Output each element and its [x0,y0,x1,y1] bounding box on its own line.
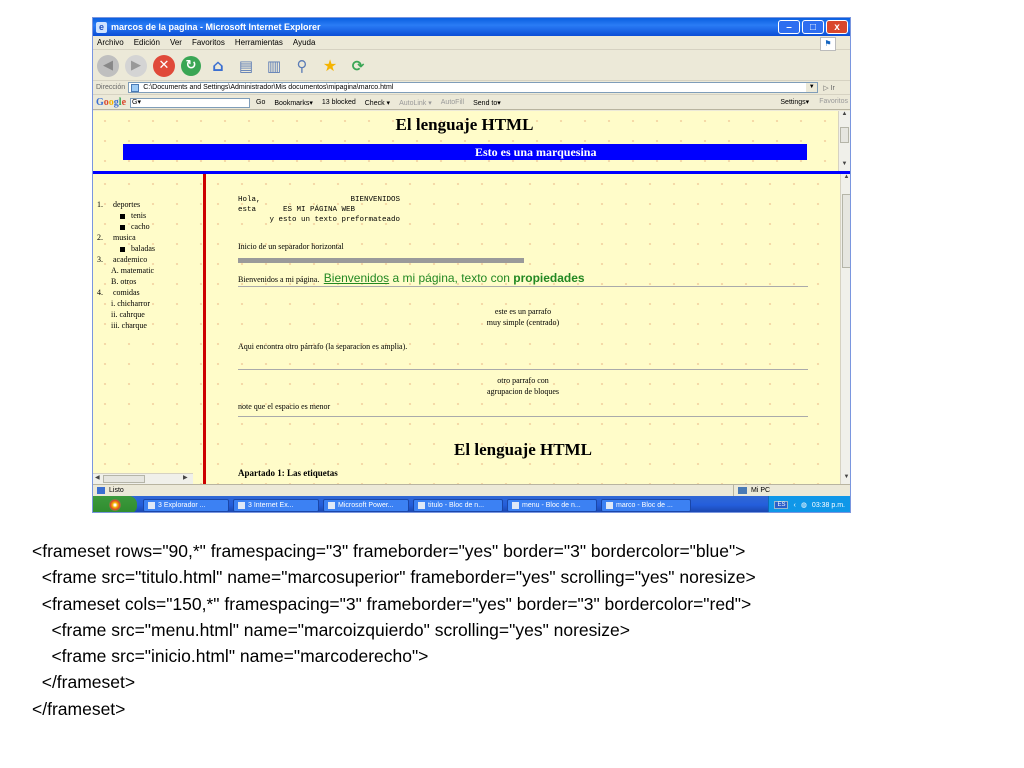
list-item: iii. charque [111,321,147,330]
address-bar [93,81,850,95]
scroll-thumb[interactable] [842,194,850,268]
welcome-bold: propiedades [513,271,585,285]
google-toolbar [93,96,850,110]
folder-icon [148,502,155,509]
top-heading: El lenguaje HTML [395,115,534,134]
go-label: Ir [830,84,835,92]
taskbar-item[interactable]: 3 Explorador ... [143,499,229,512]
code-line: </frameset> [32,698,126,719]
search-icon[interactable]: ⚲ [296,56,308,75]
list-item: 1. deportes [97,200,141,209]
menu-favoritos[interactable]: Favoritos [191,38,225,47]
system-tray [768,496,850,513]
main-frame [206,174,850,484]
code-line: <frame src="titulo.html" name="marcosuperior" frameborder="yes" scrolling="yes" noresize> [32,567,756,588]
centered-line: este es un parrafo [494,307,552,316]
menu-bar [93,36,850,50]
settings-button[interactable]: Settings▾ [780,99,810,106]
section-title: Apartado 1: Las etiquetas [238,468,338,478]
windows-orb-icon [109,499,121,511]
start-button[interactable] [93,496,137,513]
windows-flag-icon: ⚑ [820,37,836,51]
taskbar-item[interactable]: 3 Internet Ex... [233,499,319,512]
scroll-down-icon[interactable]: ▼ [841,161,848,167]
scroll-thumb[interactable] [840,127,849,143]
favoritos-button[interactable]: Favoritos [819,98,848,105]
code-line: <frame src="menu.html" name="marcoizquierdo" scrolling="yes" noresize> [32,619,631,640]
welcome-link[interactable]: Bienvenidos [323,271,390,285]
note-text: note que el espacio es menor [238,402,331,411]
page-content [93,111,850,484]
ie-icon [238,502,245,509]
preformatted-text: Hola, BIENVENIDOS esta ES MI PÁGINA WEB y esto un texto preformateado [238,196,401,224]
menu-herramientas[interactable]: Herramientas [234,38,283,47]
scroll-up-icon[interactable]: ▲ [841,111,848,117]
status-bar [93,484,850,496]
divider [238,369,808,370]
scroll-down-icon[interactable]: ▼ [843,474,850,480]
welcome-rest: a mi página, texto con [389,271,514,285]
code-line: <frameset cols="150,*" framespacing="3" frameborder="yes" border="3" bordercolor="red"> [32,593,752,614]
other-paragraph: Aqui encontra otro párrafo (la separacion es amplia). [238,342,408,351]
list-item: i. chicharror [111,299,151,308]
google-search-input[interactable]: G▾ [130,98,250,108]
list-item: B. otros [111,277,137,286]
menu-edicion[interactable]: Edición [133,38,160,47]
taskbar [93,496,850,513]
taskbar-item[interactable]: titulo - Bloc de n... [413,499,503,512]
bookmarks-button[interactable]: Bookmarks▾ [274,99,313,107]
home-icon[interactable]: ⌂ [212,56,224,75]
spell-check-button[interactable]: Check ▾ [364,99,391,107]
address-url: C:\Documents and Settings\Administrador\Mis documentos\mipagina\marco.html [143,84,394,91]
list-item: cacho [97,221,155,232]
welcome-small: Bienvenidos a mi página. [238,275,320,284]
zone-text: Mi PC [751,487,771,494]
ie-icon: e [96,22,107,33]
scroll-up-icon[interactable]: ▲ [843,174,850,180]
menu-ver[interactable]: Ver [169,38,182,47]
chevron-down-icon[interactable]: ▼ [806,83,817,92]
taskbar-item[interactable]: Microsoft Power... [323,499,409,512]
close-button[interactable]: x [826,20,848,34]
maximize-button[interactable]: □ [802,20,824,34]
code-line: <frame src="inicio.html" name="marcoderecho"> [32,646,429,667]
list-item: tenis [97,210,155,221]
browser-window [92,17,851,513]
top-frame [93,111,850,171]
menu-ayuda[interactable]: Ayuda [292,38,316,47]
list-item: 2. musica [97,233,136,242]
scroll-thumb[interactable] [103,475,145,483]
send-to-button[interactable]: Send to▾ [473,99,501,107]
left-frame-hscrollbar[interactable] [93,473,193,484]
taskbar-item[interactable]: menu - Bloc de n... [507,499,597,512]
left-menu [97,199,155,331]
main-frame-scrollbar[interactable] [840,174,850,484]
list-item: ii. cahrque [111,310,145,319]
navigation-toolbar [93,51,850,81]
stop-icon[interactable]: ✕ [153,55,175,77]
horizontal-rule [238,258,524,263]
menu-archivo[interactable]: Archivo [97,38,124,47]
autofill-button[interactable]: AutoFill [440,99,465,106]
computer-icon [738,487,747,494]
google-go-button[interactable]: Go [256,99,266,106]
block-line: agrupacion de bloques [487,387,559,396]
code-line: <frameset rows="90,*" framespacing="3" frameborder="yes" border="3" bordercolor="blue"> [32,541,746,561]
google-right-group [780,98,848,106]
title-bar [93,18,850,36]
page-icon [131,84,139,92]
copy-page-icon[interactable]: ▤ [238,56,254,75]
frameset-code [32,538,756,722]
google-logo: Google [96,97,127,108]
language-indicator[interactable]: ES [774,501,788,509]
status-text: Listo [109,487,124,494]
powerpoint-icon [328,502,335,509]
divider [238,416,808,417]
code-line: </frameset> [32,672,136,693]
centered-line: muy simple (centrado) [486,318,560,327]
notepad-icon [512,502,519,509]
minimize-button[interactable]: – [778,20,800,34]
centered-paragraph [238,306,808,328]
history-icon[interactable]: ⟳ [351,56,365,75]
popup-blocked-button[interactable]: 13 blocked [321,99,356,106]
favorites-star-icon[interactable]: ★ [322,56,338,75]
forward-icon[interactable]: ▶ [125,55,147,77]
left-frame [93,174,203,484]
block-group [238,375,808,397]
address-label: Dirección [96,84,126,91]
back-icon[interactable]: ◀ [97,55,119,77]
address-input[interactable] [128,82,818,93]
divider [238,286,808,287]
go-button[interactable]: ▷ Ir [823,84,835,92]
list-item: baladas [97,243,155,254]
clock: 03:38 p.m. [811,501,845,509]
tray-arrow-icon[interactable]: ‹ [793,501,796,509]
list-item: A. matematic [111,266,155,275]
network-icon[interactable]: ◍ [800,502,807,509]
notepad-icon [418,502,425,509]
welcome-line [238,269,585,287]
autolink-button[interactable]: AutoLink ▾ [399,99,432,107]
window-title: marcos de la pagina - Microsoft Internet Explorer [111,22,321,32]
block-line: otro parrafo con [497,376,549,385]
refresh-icon[interactable]: ↻ [181,56,201,76]
separator-label: Inicio de un separador horizontal [238,242,344,251]
list-item: 3. academico [97,255,148,264]
main-heading: El lenguaje HTML [454,440,592,459]
taskbar-item[interactable]: marco - Bloc de ... [601,499,691,512]
top-frame-scrollbar[interactable] [838,111,850,171]
zone-indicator [733,485,770,496]
scroll-right-icon[interactable]: ▶ [183,475,188,481]
list-item: 4. comidas [97,288,140,297]
notepad-icon [606,502,613,509]
scroll-left-icon[interactable]: ◀ [95,475,100,481]
marquee: Esto es una marquesina [123,144,807,160]
page-status-icon [97,487,105,494]
window-controls [778,20,848,34]
paste-page-icon[interactable]: ▥ [266,56,282,75]
